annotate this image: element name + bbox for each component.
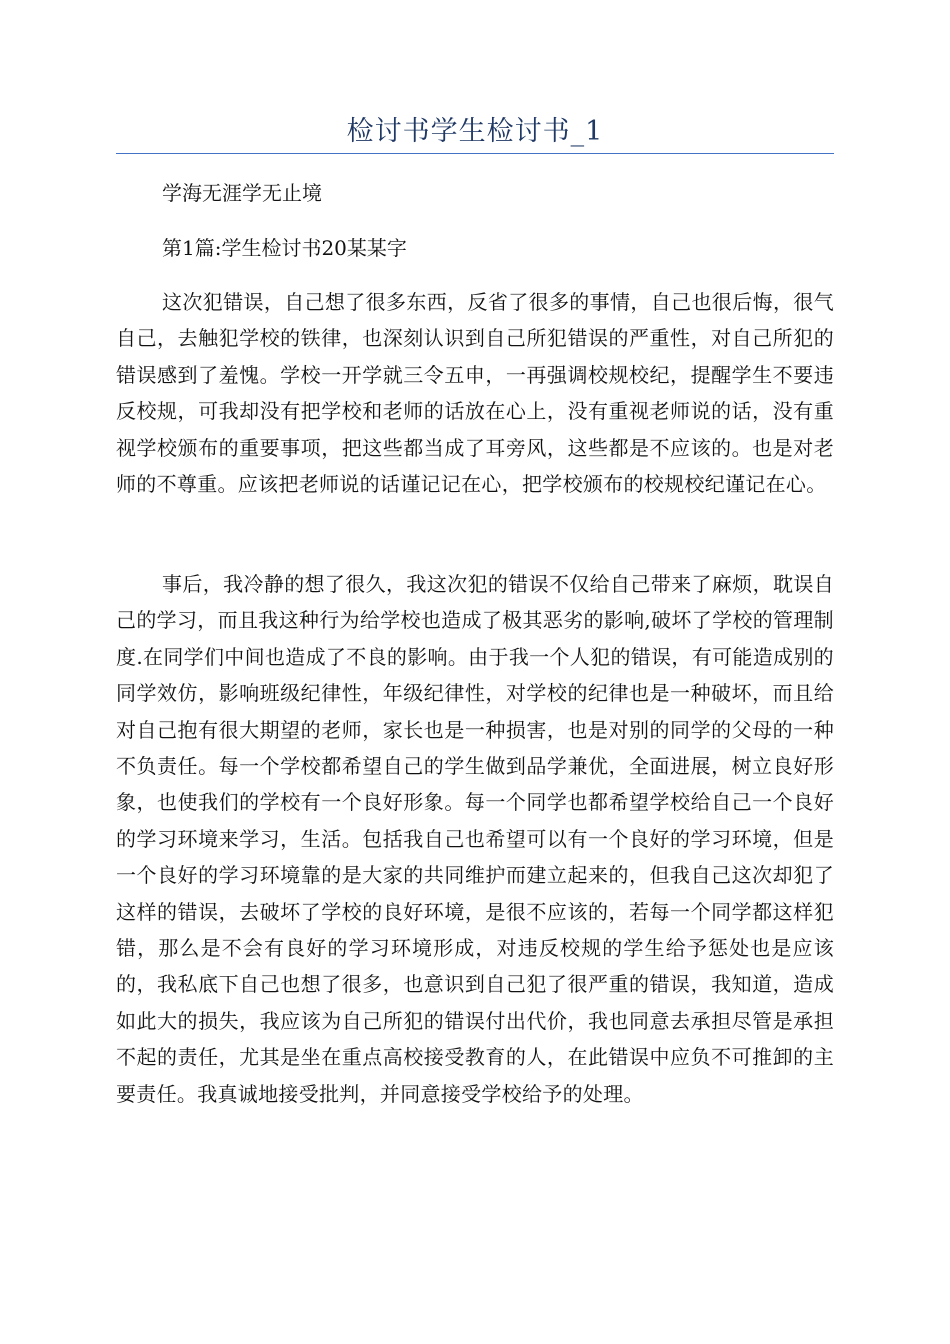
section-heading: 第1篇:学生检讨书20某某字 — [162, 236, 407, 260]
document-title: 检讨书学生检讨书_1 — [346, 116, 604, 147]
paragraph-1: 这次犯错误，自己想了很多东西，反省了很多的事情，自己也很后悔，很气自己，去触犯学校的铁律，也深刻认识到自己所犯错误的严重性，对自己所犯的错误感到了羞愧。学校一开学就三令五申，一再强调校规校纪，提醒学生不要违反校规，可我却没有把学校和老师的话放在心上，没有重视老师说的话，没有重视学校颁布的重要事项，把这些都当成了耳旁风，这些都是不应该的。也是对老师的不尊重。应该把老师说的话谨记记在心，把学校颁布的校规校纪谨记在心。 — [116, 290, 834, 497]
motto-line: 学海无涯学无止境 — [162, 181, 322, 205]
paragraph-2: 事后，我冷静的想了很久，我这次犯的错误不仅给自己带来了麻烦，耽误自己的学习，而且我这种行为给学校也造成了极其恶劣的影响,破坏了学校的管理制度.在同学们中间也造成了不良的影响。由于我一个人犯的错误，有可能造成别的同学效仿，影响班级纪律性，年级纪律性，对学校的纪律也是一种破坏，而且给对自己抱有很大期望的老师，家长也是一种损害，也是对别的同学的父母的一种不负责任。每一个学校都希望自己的学生做到品学兼优，全面进展，树立良好形象，也使我们的学校有一个良好形象。每一个同学也都希望学校给自己一个良好的学习环境来学习，生活。包括我自己也希望可以有一个良好的学习环境，但是一个良好的学习环境靠的是大家的共同维护而建立起来的，但我自己这次却犯了这样的错误，去破坏了学校的良好环境，是很不应该的，若每一个同学都这样犯错，那么是不会有良好的学习环境形成，对违反校规的学生给予惩处也是应该的，我私底下自己也想了很多，也意识到自己犯了很严重的错误，我知道，造成如此大的损失，我应该为自己所犯的错误付出代价，我也同意去承担尽管是承担不起的责任，尤其是坐在重点高校接受教育的人，在此错误中应负不可推卸的主要责任。我真诚地接受批判，并同意接受学校给予的处理。 — [116, 572, 834, 1106]
title-underline — [116, 153, 834, 154]
